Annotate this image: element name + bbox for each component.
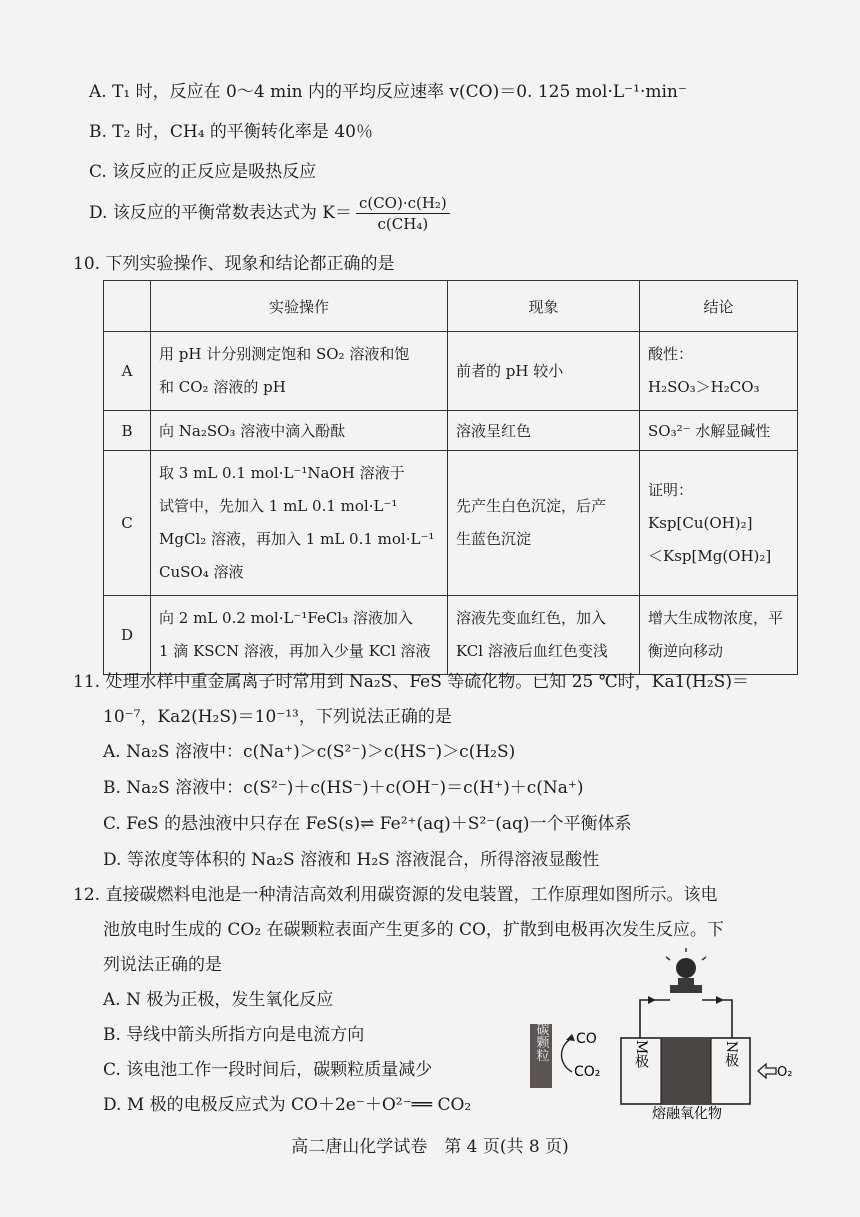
q9-option-a: A. T₁ 时，反应在 0～4 min 内的平均反应速率 v(CO)＝0. 125 mol·L⁻¹·min⁻	[89, 82, 687, 102]
q11-stem-line-1: 11. 处理水样中重金属离子时常用到 Na₂S、FeS 等硫化物。已知 25 ℃时，Ka1(H₂S)＝	[73, 672, 749, 692]
co2-label: CO₂	[574, 1064, 601, 1080]
text-line: 取 3 mL 0.1 mol·L⁻¹NaOH 溶液于	[159, 464, 405, 482]
q9-option-b: B. T₂ 时，CH₄ 的平衡转化率是 40％	[89, 122, 373, 142]
equilibrium-constant-fraction	[356, 193, 450, 234]
light-bulb-icon	[666, 948, 706, 993]
text-line: KCl 溶液后血红色变浅	[456, 642, 608, 660]
q9-option-d-text: D. 该反应的平衡常数表达式为 K＝	[89, 203, 352, 223]
q12-option-c: C. 该电池工作一段时间后，碳颗粒质量减少	[103, 1060, 433, 1080]
table-header-operation: 实验操作	[151, 281, 448, 332]
text-line: 向 2 mL 0.2 mol·L⁻¹FeCl₃ 溶液加入	[159, 609, 413, 627]
row-operation	[151, 596, 448, 675]
text-line: H₂SO₃＞H₂CO₃	[648, 378, 760, 396]
fuel-cell-diagram	[520, 950, 793, 1122]
row-option-label: D	[104, 596, 151, 675]
table-row	[104, 596, 798, 675]
q12-option-b: B. 导线中箭头所指方向是电流方向	[103, 1025, 365, 1045]
row-conclusion: SO₃²⁻ 水解显碱性	[640, 411, 798, 451]
m-electrode-label: M极	[633, 1039, 649, 1069]
co-cycle-arrow	[562, 1038, 573, 1072]
row-operation	[151, 451, 448, 596]
text-line: 证明：Ksp[Cu(OH)₂]	[648, 480, 753, 532]
electrolyte-block	[661, 1038, 711, 1104]
text-line: MgCl₂ 溶液，再加入 1 mL 0.1 mol·L⁻¹	[159, 530, 435, 548]
o2-label: O₂	[777, 1065, 793, 1080]
text-line: 试管中，先加入 1 mL 0.1 mol·L⁻¹	[159, 497, 398, 515]
table-row	[104, 451, 798, 596]
text-line: 1 滴 KSCN 溶液，再加入少量 KCl 溶液	[159, 642, 431, 660]
o2-inlet-arrow	[758, 1064, 776, 1078]
table-row	[104, 411, 798, 451]
fraction-denominator: c(CH₄)	[377, 215, 429, 233]
row-conclusion	[640, 451, 798, 596]
text-line: 衡逆向移动	[648, 642, 724, 660]
text-line: 前者的 pH 较小	[456, 361, 564, 380]
table-row	[104, 332, 798, 411]
row-option-label: B	[104, 411, 151, 451]
q12-stem-line-3: 列说法正确的是	[103, 955, 222, 975]
row-conclusion	[640, 596, 798, 675]
text-line: 酸性：	[648, 345, 694, 363]
q11-stem-line-2: 10⁻⁷，Ka2(H₂S)＝10⁻¹³，下列说法正确的是	[103, 707, 452, 727]
text-line: 和 CO₂ 溶液的 pH	[159, 378, 286, 396]
text-line: 先产生白色沉淀，后产	[456, 497, 607, 515]
text-line: 用 pH 计分别测定饱和 SO₂ 溶液和饱	[159, 345, 410, 363]
q11-option-a: A. Na₂S 溶液中：c(Na⁺)＞c(S²⁻)＞c(HS⁻)＞c(H₂S)	[103, 742, 516, 762]
q11-option-d: D. 等浓度等体积的 Na₂S 溶液和 H₂S 溶液混合，所得溶液显酸性	[103, 850, 600, 870]
text-line: 生蓝色沉淀	[456, 530, 532, 548]
q12-stem-line-2: 池放电时生成的 CO₂ 在碳颗粒表面产生更多的 CO，扩散到电极再次发生反应。下	[103, 920, 724, 940]
row-operation	[151, 332, 448, 411]
text-line: 增大生成物浓度，平	[648, 609, 784, 627]
q11-option-b: B. Na₂S 溶液中：c(S²⁻)＋c(HS⁻)＋c(OH⁻)＝c(H⁺)＋c(Na⁺)	[103, 778, 584, 798]
text-line: ＜Ksp[Mg(OH)₂]	[648, 546, 772, 565]
q11-option-c: C. FeS 的悬浊液中只存在 FeS(s)⇌ Fe²⁺(aq)＋S²⁻(aq)一个平衡体系	[103, 814, 632, 834]
n-electrode-label: N极	[723, 1040, 739, 1068]
molten-oxide-caption: 熔融氧化物	[652, 1106, 722, 1122]
q12-option-a: A. N 极为正极，发生氧化反应	[103, 990, 334, 1010]
page-footer: 高二唐山化学试卷 第 4 页(共 8 页)	[291, 1137, 569, 1157]
q12-stem-line-1: 12. 直接碳燃料电池是一种清洁高效利用碳资源的发电装置，工作原理如图所示。该电	[73, 885, 718, 905]
row-phenomenon: 溶液呈红色	[448, 411, 640, 451]
current-arrow-left	[648, 996, 656, 1004]
current-arrow-right	[716, 996, 724, 1004]
co-label: CO	[576, 1031, 597, 1047]
row-phenomenon	[448, 332, 640, 411]
q10-stem: 10. 下列实验操作、现象和结论都正确的是	[73, 254, 395, 274]
text-line: CuSO₄ 溶液	[159, 563, 244, 581]
fraction-numerator: c(CO)·c(H₂)	[356, 193, 450, 214]
row-phenomenon	[448, 596, 640, 675]
carbon-label: 碳颗粒	[533, 1022, 549, 1062]
q12-option-d: D. M 极的电极反应式为 CO＋2e⁻＋O²⁻══ CO₂	[103, 1095, 472, 1115]
wire-circuit	[640, 1000, 732, 1038]
q9-option-c: C. 该反应的正反应是吸热反应	[89, 162, 317, 182]
row-option-label: C	[104, 451, 151, 596]
table-header-blank	[104, 281, 151, 332]
q9-option-d	[89, 193, 450, 234]
row-conclusion	[640, 332, 798, 411]
text-line: 溶液先变血红色，加入	[456, 609, 607, 627]
row-operation: 向 Na₂SO₃ 溶液中滴入酚酞	[151, 411, 448, 451]
table-header-phenomenon: 现象	[448, 281, 640, 332]
experiment-table	[103, 280, 798, 675]
table-header-conclusion: 结论	[640, 281, 798, 332]
row-option-label: A	[104, 332, 151, 411]
row-phenomenon	[448, 451, 640, 596]
table-header-row	[104, 281, 798, 332]
